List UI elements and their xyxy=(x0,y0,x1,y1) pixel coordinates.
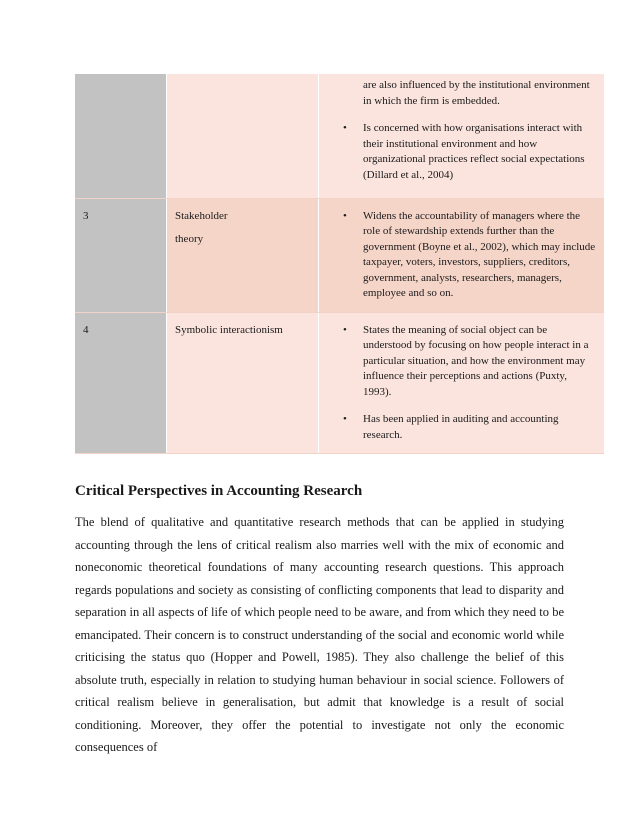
bullet-list xyxy=(319,74,604,193)
bullet-marker: • xyxy=(343,122,347,134)
bullet-text: Is concerned with how organisations interact with their institutional environment and how organizational practices reflect social expectations (Dillard et al., 2004) xyxy=(363,122,585,181)
row-number xyxy=(75,74,166,84)
table-row xyxy=(75,312,604,454)
bullet-marker: • xyxy=(343,323,347,336)
row-number: 4 xyxy=(83,323,89,336)
section-heading: Critical Perspectives in Accounting Research xyxy=(75,483,363,499)
bullet-text: States the meaning of social object can be understood by focusing on how people interact in a particular situation, and how the environment may influence their perceptions and actions (Puxty, 1993). xyxy=(363,323,589,398)
theory-name: theory xyxy=(175,233,204,245)
bullet-text: Has been applied in auditing and accounting research. xyxy=(363,413,559,441)
row-number-cell xyxy=(75,74,167,198)
bullet-item xyxy=(343,412,596,443)
description-cell xyxy=(319,198,605,312)
bullet-item xyxy=(343,121,596,183)
table-row xyxy=(75,74,604,198)
bullet-text: Widens the accountability of managers where the role of stewardship extends further than the government (Boyne et al., 2002), which may include taxpayer, voters, investors, suppliers, creditors, government, analysts, researchers, managers, employee and so on. xyxy=(363,209,596,299)
description-cell xyxy=(319,74,605,198)
theory-name-cell xyxy=(167,312,319,454)
row-number-cell xyxy=(75,312,167,454)
theory-name: Symbolic interactionism xyxy=(175,323,283,336)
row-number-cell xyxy=(75,198,167,312)
row-number: 3 xyxy=(83,209,89,222)
theory-table xyxy=(75,74,604,454)
bullet-item xyxy=(343,323,596,401)
bullet-marker: • xyxy=(343,209,347,222)
bullet-item xyxy=(343,78,596,109)
description-cell xyxy=(319,312,605,454)
theory-name: Stakeholder xyxy=(175,209,228,222)
theory-name-cell xyxy=(167,198,319,312)
theory-name-cell xyxy=(167,74,319,198)
bullet-list xyxy=(319,313,604,454)
bullet-item xyxy=(343,209,596,302)
bullet-text: are also influenced by the institutional environment in which the firm is embedded. xyxy=(363,79,590,107)
bullet-list xyxy=(319,199,604,312)
body-paragraph: The blend of qualitative and quantitative research methods that can be applied in studying accounting through the lens of critical realism also marries well with the mix of economic and noneconomic theoretical foundations of many accounting research questions. This approach regards populations and society as consisting of conflicting components that lead to disparity and separation in all aspects of life of which people need to be aware, and from which they need to be emancipated. Their concern is to construct understanding of the social and economic world while criticising the status quo (Hopper and Powell, 1985). They also challenge the belief of this absolute truth, especially in relation to studying human behaviour in social science. Followers of critical realism believe in generalisation, but admit that knowledge is a result of social conditioning. Moreover, they offer the potential to investigate not only the economic consequences of xyxy=(75,515,564,754)
table-row xyxy=(75,198,604,312)
bullet-marker: • xyxy=(343,413,347,425)
